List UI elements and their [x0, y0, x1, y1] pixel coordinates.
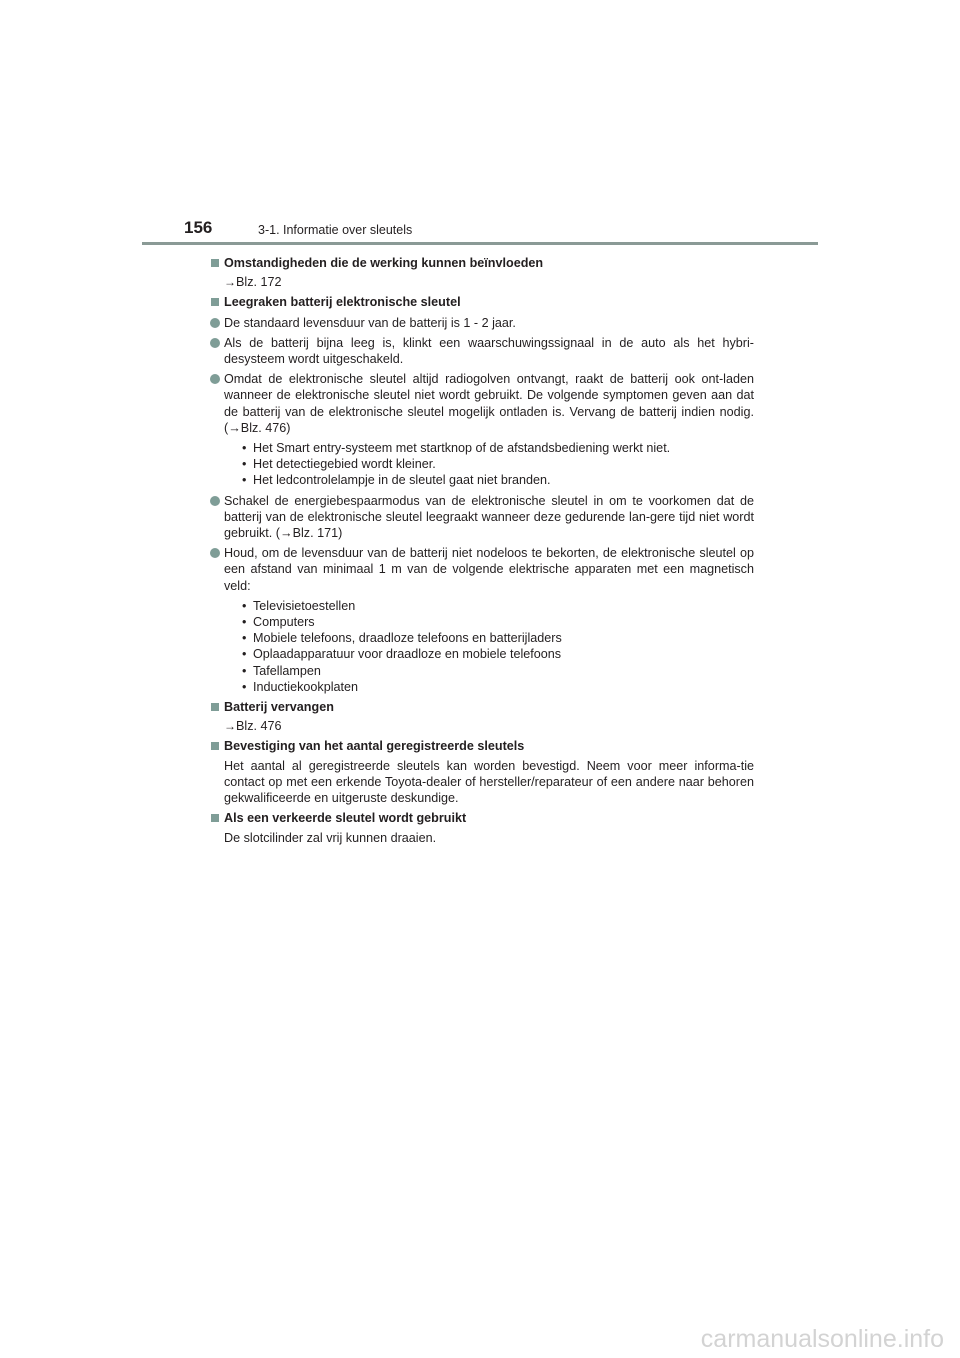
sub-list	[224, 440, 754, 489]
sub-list-item: • Tafellampen	[242, 663, 321, 678]
page-content	[210, 255, 754, 850]
section-heading-text: Bevestiging van het aantal geregistreerde sleutels	[224, 739, 525, 754]
section-heading	[210, 294, 754, 310]
section-paragraph: De slotcilinder zal vrij kunnen draaien.	[224, 830, 437, 845]
square-bullet-icon	[211, 298, 219, 306]
circle-bullet-icon	[210, 496, 220, 506]
section-paragraph: Het aantal al geregistreerde sleutels kan worden bevestigd. Neem voor meer informa-tie contact op met een erkende Toyota-dealer of hersteller/reparateur of een andere naar behoren gekwalificeerde en uitgeruste deskundige.	[224, 758, 754, 806]
sub-list-item-text: Tafellampen	[253, 663, 321, 678]
list-item	[210, 315, 754, 331]
section-bevestiging-sleutels	[210, 738, 754, 806]
section-heading	[210, 738, 754, 754]
header-divider	[142, 242, 818, 245]
chapter-title: 3-1. Informatie over sleutels	[258, 223, 413, 237]
sub-list-item-text: Mobiele telefoons, draadloze telefoons en batterijladers	[253, 631, 562, 646]
list-item-text: Als de batterij bijna leeg is, klinkt een waarschuwingssignaal in de auto als het hybri-desysteem wordt uitgeschakeld.	[224, 335, 754, 367]
sub-list-item: • Mobiele telefoons, draadloze telefoons en batterijladers	[242, 631, 562, 646]
section-verkeerde-sleutel	[210, 810, 754, 845]
sub-list-item-text: Inductiekookplaten	[253, 679, 359, 694]
sub-list-item: • Computers	[242, 615, 315, 630]
page-reference	[210, 274, 754, 290]
arrow-right-icon: →	[224, 719, 236, 734]
circle-bullet-icon	[210, 318, 220, 328]
square-bullet-icon	[211, 259, 219, 267]
circle-bullet-icon	[210, 374, 220, 384]
sub-list-item-text: Televisietoestellen	[253, 598, 356, 613]
page-reference-text: Blz. 476	[236, 719, 282, 734]
section-heading-text: Als een verkeerde sleutel wordt gebruikt	[224, 811, 467, 826]
sub-list-item: • Oplaadapparatuur voor draadloze en mobiele telefoons	[242, 647, 562, 662]
sub-list-item: • Inductiekookplaten	[242, 679, 359, 694]
sub-list-item: • Het ledcontrolelampje in de sleutel gaat niet branden.	[242, 473, 551, 488]
section-heading-text: Leegraken batterij elektronische sleutel	[224, 295, 461, 310]
list-item	[210, 371, 754, 488]
list-item-text: Schakel de energiebespaarmodus van de elektronische sleutel in om te voorkomen dat de batterij van de elektronische sleutel leegraakt wanneer deze gedurende lan-gere tijd niet wordt gebruikt. (→Blz. 171)	[224, 493, 754, 541]
section-heading	[210, 255, 754, 271]
list-item-text: Omdat de elektronische sleutel altijd radiogolven ontvangt, raakt de batterij ook ont-laden wanneer de elektronische sleutel niet wordt gebruikt. De volgende symptomen geven aan dat de batterij van de elektronische sleutel mogelijk ontladen is. Vervang de batterij indien nodig. (→Blz. 476)	[224, 372, 754, 435]
section-heading	[210, 810, 754, 826]
section-heading-text: Omstandigheden die de werking kunnen beïnvloeden	[224, 256, 544, 270]
sub-list-item-text: Het Smart entry-systeem met startknop of de afstandsbediening werkt niet.	[253, 441, 671, 456]
section-heading-text: Batterij vervangen	[224, 700, 334, 715]
section-leegraken-batterij	[210, 294, 754, 695]
page-reference-text: Blz. 172	[236, 275, 282, 290]
sub-list-item: • Het detectiegebied wordt kleiner.	[242, 457, 436, 472]
sub-list-item-text: Computers	[253, 615, 315, 630]
list-item-text: De standaard levensduur van de batterij is 1 - 2 jaar.	[224, 315, 516, 330]
section-omstandigheden	[210, 255, 754, 290]
page-reference	[210, 718, 754, 734]
sub-list-item: • Televisietoestellen	[242, 598, 356, 613]
list-item-text: Houd, om de levensduur van de batterij niet nodeloos te bekorten, de elektronische sleutel op een afstand van minimaal 1 m van de volgende elektrische apparaten met een magnetisch veld:	[224, 546, 754, 593]
sub-list-item: • Het Smart entry-systeem met startknop of de afstandsbediening werkt niet.	[242, 441, 671, 456]
square-bullet-icon	[211, 742, 219, 750]
arrow-right-icon: →	[224, 275, 236, 290]
sub-list-item-text: Oplaadapparatuur voor draadloze en mobiele telefoons	[253, 647, 562, 662]
sub-list-item-text: Het detectiegebied wordt kleiner.	[253, 457, 436, 472]
list-item	[210, 545, 754, 695]
sub-list-item-text: Het ledcontrolelampje in de sleutel gaat niet branden.	[253, 473, 551, 488]
section-heading	[210, 699, 754, 715]
square-bullet-icon	[211, 703, 219, 711]
list-item	[210, 335, 754, 367]
page-number: 156	[184, 218, 213, 237]
section-batterij-vervangen	[210, 699, 754, 734]
watermark: carmanualsonline.info	[700, 1325, 944, 1353]
circle-bullet-icon	[210, 338, 220, 348]
sub-list	[224, 598, 754, 695]
list-item	[210, 493, 754, 542]
square-bullet-icon	[211, 814, 219, 822]
circle-bullet-icon	[210, 548, 220, 558]
